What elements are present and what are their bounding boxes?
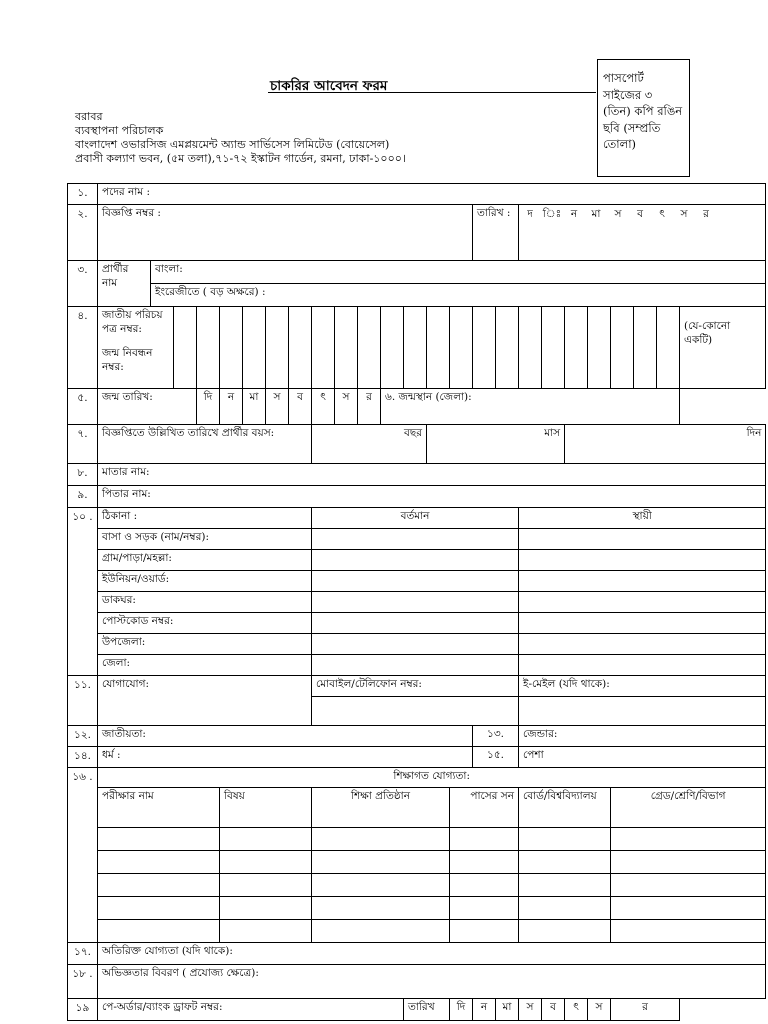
circular-date-grid[interactable] [519,205,766,261]
row-number: ৪. [68,307,98,389]
education-header: পরীক্ষার নাম [98,788,220,828]
birth-date-cell[interactable]: মা [243,389,266,425]
education-cell[interactable] [519,874,611,897]
payorder-date-cell[interactable]: স [519,999,542,1021]
birth-reg-label: জন্ম নিবন্ধন নম্বর: [102,347,153,373]
education-header: গ্রেড/শ্রেণি/বিভাগ [611,788,766,828]
id-digit-cell[interactable] [335,307,358,389]
id-digit-cell[interactable] [197,307,220,389]
payorder-date-cell[interactable]: স [588,999,611,1021]
extra-qualification-field[interactable] [98,943,766,965]
recipient-address [75,110,406,166]
education-cell[interactable] [312,828,450,851]
birthplace-label: ৬. জন্মস্থান (জেলা): [385,391,472,403]
religion-label: ধর্ম : [102,749,121,761]
education-cell[interactable] [220,874,312,897]
row-number: ১৩. [473,726,519,747]
gender-label: জেন্ডার: [523,728,558,740]
email-input[interactable] [519,697,766,726]
circular-number-label: বিজ্ঞপ্তি নম্বর : [102,207,161,219]
education-cell[interactable] [519,897,611,920]
occupation-label: পেশা [523,749,544,761]
row-number: ১৪. [68,747,98,768]
age-year-field[interactable]: বছর [312,425,427,464]
photo-box [597,59,690,177]
age-label: বিজ্ঞপ্তিতে উল্লিখিত তারিখে প্রার্থীর বয়স: [98,425,312,464]
date-cell: ব [637,208,643,220]
address-field-label: বাসা ও সড়ক (নাম/নম্বর): [98,529,312,550]
present-address-header: বর্তমান [312,508,519,529]
id-digit-cell[interactable] [565,307,588,389]
address-label: ঠিকানা : [98,508,312,529]
name-english-label: ইংরেজীতে ( বড় অক্ষরে) : [155,286,266,298]
education-cell[interactable] [611,874,766,897]
id-digit-cell[interactable] [588,307,611,389]
nationality-label: জাতীয়তা: [102,728,146,740]
photo-box-line: (তিন) কপি রঙিন [603,104,683,118]
birth-date-cell[interactable]: স [266,389,289,425]
id-digit-cell[interactable] [174,307,197,389]
photo-box-line: সাইজের ৩ [603,87,653,102]
education-cell[interactable] [519,920,611,943]
id-digit-cell[interactable] [611,307,634,389]
permanent-address-input[interactable] [519,592,766,613]
education-cell[interactable] [450,874,519,897]
address-field-label: গ্রাম/পাড়া/মহল্লা: [98,550,312,571]
date-cell: স [614,208,622,220]
id-digit-cell[interactable] [519,307,542,389]
permanent-address-input[interactable] [519,550,766,571]
present-address-input[interactable] [312,550,519,571]
payorder-date-cell[interactable]: র [611,999,680,1021]
education-cell[interactable] [312,851,450,874]
address-field-label: ইউনিয়ন/ওয়ার্ড: [98,571,312,592]
birth-date-cell[interactable]: ন [220,389,243,425]
id-digit-cell[interactable] [657,307,680,389]
permanent-address-input[interactable] [519,634,766,655]
address-line: বরাবর [75,110,103,123]
date-cell: স [680,208,688,220]
row-number: ৯. [68,486,98,508]
address-line: প্রবাসী কল্যাণ ভবন, (৫ম তলা),৭১-৭২ ইস্কাটন গার্ডেন, রমনা, ঢাকা-১০০০। [75,152,406,165]
id-digit-cell[interactable] [496,307,519,389]
address-field-label: পোস্টকোড নম্বর: [98,613,312,634]
name-bangla-label: বাংলা: [155,263,183,275]
father-name-label: পিতার নাম: [102,488,151,500]
birth-date-cell[interactable]: ৎ [312,389,335,425]
religion-field[interactable] [98,747,473,768]
birth-date-cell[interactable]: দি [197,389,220,425]
id-digit-cell[interactable] [289,307,312,389]
present-address-input[interactable] [312,571,519,592]
present-address-input[interactable] [312,655,519,676]
post-name-field[interactable] [98,184,766,205]
education-cell[interactable] [611,897,766,920]
id-digit-cell[interactable] [634,307,657,389]
date-cells [519,205,765,223]
row-number: ১০ . [68,508,98,676]
present-address-input[interactable] [312,592,519,613]
permanent-address-input[interactable] [519,655,766,676]
row-number: ১২. [68,726,98,747]
date-cell: র [703,208,709,220]
education-heading: শিক্ষাগত যোগ্যতা: [98,768,766,788]
education-cell[interactable] [220,851,312,874]
payorder-date-cell[interactable]: ৎ [565,999,588,1021]
birth-date-cell[interactable]: স [335,389,358,425]
address-line: বাংলাদেশ ওভারসিজ এমপ্লয়মেন্ট অ্যান্ড সার্ভিসেস লিমিটেড (বোয়েসেল) [75,138,390,151]
address-field-label: ডাকঘর: [98,592,312,613]
address-field-label: জেলা: [98,655,312,676]
id-digit-cell[interactable] [427,307,450,389]
payorder-date-label: তারিখ [404,999,450,1021]
row-number: ৭. [68,425,98,464]
row-number: ১১. [68,676,98,726]
id-digit-cell[interactable] [312,307,335,389]
education-cell[interactable] [98,897,220,920]
row-number: ১৬ . [68,768,98,943]
id-digit-cell[interactable] [381,307,404,389]
education-cell[interactable] [519,828,611,851]
education-cell[interactable] [98,851,220,874]
education-cell[interactable] [611,920,766,943]
nationality-field[interactable] [98,726,473,747]
name-english-field[interactable] [151,284,766,307]
email-label: ই-মেইল (যদি থাকে): [519,676,766,697]
education-cell[interactable] [220,828,312,851]
birth-date-label: জন্ম তারিখ: [98,389,197,425]
education-cell[interactable] [98,874,220,897]
education-cell[interactable] [220,897,312,920]
post-name-label: পদের নাম : [102,186,150,198]
age-day-field[interactable]: দিন [565,425,766,464]
education-cell[interactable] [98,828,220,851]
birth-date-cell[interactable]: র [358,389,381,425]
date-cell: মা [591,208,601,220]
education-header: পাসের সন [450,788,519,828]
birth-date-cell[interactable]: ব [289,389,312,425]
education-cell[interactable] [312,874,450,897]
education-header: বোর্ড/বিশ্ববিদ্যালয় [519,788,611,828]
date-cell: ৎ [659,208,665,220]
education-cell[interactable] [98,920,220,943]
birthplace-field[interactable] [381,389,680,425]
permanent-address-input[interactable] [519,571,766,592]
id-digit-cell[interactable] [473,307,496,389]
present-address-input[interactable] [312,634,519,655]
id-digit-cell[interactable] [220,307,243,389]
education-cell[interactable] [450,851,519,874]
contact-label: যোগাযোগ: [98,676,312,726]
education-cell[interactable] [220,920,312,943]
education-cell[interactable] [450,828,519,851]
education-header: শিক্ষা প্রতিষ্ঠান [312,788,450,828]
row-number: ২. [68,205,98,261]
address-field-label: উপজেলা: [98,634,312,655]
circular-date-label: তারিখ : [473,205,519,261]
either-note: (যে-কোনো একটি) [680,307,766,389]
education-cell[interactable] [611,851,766,874]
payorder-date-cell[interactable]: মা [496,999,519,1021]
payorder-label: পে-অর্ডার/ব্যাংক ড্রাফট নম্বর: [102,1001,223,1013]
present-address-input[interactable] [312,529,519,550]
extra-qualification-label: অতিরিক্ত যোগ্যতা (যদি থাকে): [102,945,233,957]
date-cell: ন [570,208,578,220]
row-number: ১৫. [473,747,519,768]
address-line: ব্যবস্থাপনা পরিচালক [75,124,164,137]
education-cell[interactable] [312,897,450,920]
row-number: ১৭. [68,943,98,965]
row-number: ১. [68,184,98,205]
name-bangla-field[interactable] [151,261,766,284]
occupation-field[interactable] [519,747,766,768]
experience-label: অভিজ্ঞতার বিবরণ ( প্রযোজ্য ক্ষেত্রে): [102,967,259,979]
permanent-address-input[interactable] [519,529,766,550]
education-cell[interactable] [312,920,450,943]
payorder-date-cell[interactable]: ব [542,999,565,1021]
photo-box-line: তোলা) [603,137,637,151]
payorder-date-cell[interactable]: দি [450,999,473,1021]
payorder-date-cell[interactable]: ন [473,999,496,1021]
permanent-address-header: স্থায়ী [519,508,766,529]
photo-box-line: ছবি (সম্প্রতি [603,120,661,135]
id-labels [98,307,174,389]
phone-label: মোবাইল/টেলিফোন নম্বর: [312,676,519,697]
nid-label: জাতীয় পরিচয় পত্র নম্বর: [102,309,163,335]
payorder-field[interactable] [98,999,404,1021]
photo-box-line: পাসপোর্ট [603,71,644,85]
education-header: বিষয় [220,788,312,828]
education-cell[interactable] [450,897,519,920]
mother-name-label: মাতার নাম: [102,466,150,478]
title-underline [268,92,596,93]
id-digit-cell[interactable] [358,307,381,389]
phone-input[interactable] [312,697,519,726]
id-digit-cell[interactable] [404,307,427,389]
gender-field[interactable] [519,726,766,747]
education-cell[interactable] [611,828,766,851]
row-number: ১৯ [68,999,98,1021]
row-number: ৩. [68,261,98,307]
row-number: ১৮ . [68,965,98,999]
id-digit-cell[interactable] [243,307,266,389]
age-month-field[interactable]: মাস [427,425,565,464]
id-digit-cell[interactable] [542,307,565,389]
present-address-input[interactable] [312,613,519,634]
row-number: ৫. [68,389,98,425]
education-cell[interactable] [450,920,519,943]
form-title: চাকরির আবেদন ফরম [270,78,388,94]
mother-name-field[interactable] [98,464,766,486]
experience-field[interactable] [98,965,766,999]
circular-number-field[interactable] [98,205,473,261]
permanent-address-input[interactable] [519,613,766,634]
education-cell[interactable] [519,851,611,874]
id-digit-cell[interactable] [266,307,289,389]
id-digit-cell[interactable] [450,307,473,389]
application-form-table [67,183,766,1021]
date-cell: দ [527,208,533,220]
date-cell: িঃ [542,208,562,220]
candidate-name-label: প্রার্থীর নাম [98,261,151,307]
row-number: ৮. [68,464,98,486]
father-name-field[interactable] [98,486,766,508]
